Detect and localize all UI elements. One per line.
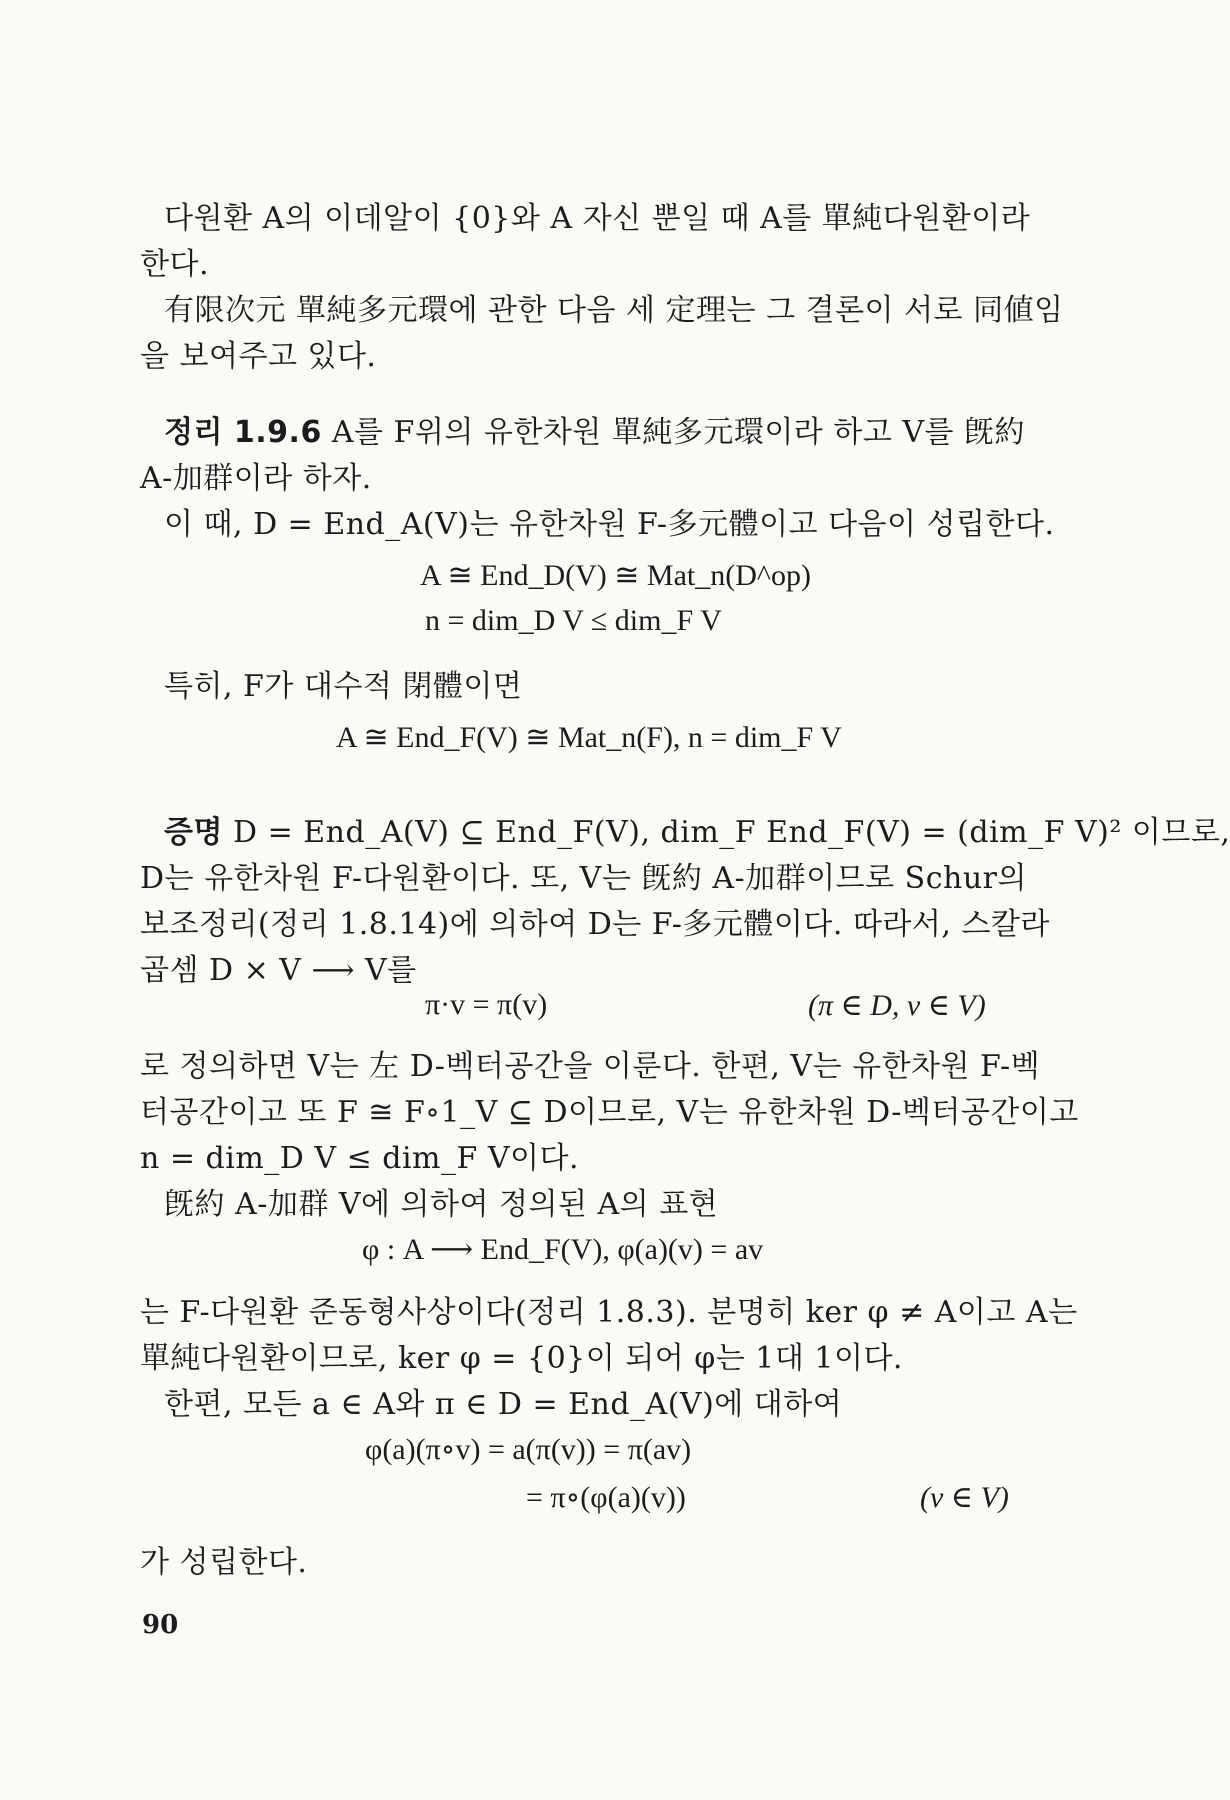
proof-line-1 — [140, 810, 1230, 856]
theorem-line-1-text: A를 F위의 유한차원 單純多元環이라 하고 V를 旣約 — [331, 415, 1025, 450]
intro-paragraph — [140, 196, 1070, 380]
proof-line-7: n = dim_D V ≤ dim_F V이다. — [140, 1141, 579, 1176]
proof-line-11: 한편, 모든 a ∈ A와 π ∈ D = End_A(V)에 대하여 — [164, 1387, 843, 1422]
proof-line-9: 는 F-다원환 준동형사상이다(정리 1.8.3). 분명히 ker φ ≠ A이고 A는 — [140, 1295, 1078, 1330]
theorem-line-3: 이 때, D = End_A(V)는 유한차원 F-多元體이고 다음이 성립한다. — [164, 507, 1055, 542]
intro-line-2: 한다. — [140, 247, 209, 282]
intro-line-1: 다원환 A의 이데알이 {0}와 A 자신 뿐일 때 A를 單純다원환이라 — [164, 201, 1031, 236]
proof-equation-3b: = π∘(φ(a)(v)) — [526, 1481, 686, 1514]
proof-line-12: 가 성립한다. — [140, 1545, 308, 1580]
theorem-line-2: A-加群이라 하자. — [140, 461, 372, 496]
proof-equation-1-condition: (π ∈ D, v ∈ V) — [808, 989, 986, 1022]
proof-line-3: 보조정리(정리 1.8.14)에 의하여 D는 F-多元體이다. 따라서, 스칼라 — [140, 907, 1050, 942]
page-number: 90 — [142, 1610, 179, 1640]
intro-line-3: 有限次元 單純多元環에 관한 다음 세 定理는 그 결론이 서로 同値임 — [164, 293, 1064, 328]
proof-line-4: 곱셈 D × V ⟶ V를 — [140, 953, 417, 988]
theorem-special-case — [140, 664, 1070, 710]
proof-paragraph-2 — [140, 1044, 1079, 1228]
theorem-label: 정리 1.9.6 — [164, 415, 322, 450]
proof-line-2: D는 유한차원 F-다원환이다. 또, V는 旣約 A-加群이므로 Schur의 — [140, 861, 1027, 896]
proof-equation-3a: φ(a)(π∘v) = a(π(v)) = π(av) — [365, 1433, 692, 1466]
proof-paragraph-3 — [140, 1290, 1078, 1428]
theorem-line-4: 특히, F가 대수적 閉體이면 — [164, 669, 523, 704]
theorem-equation-3: A ≅ End_F(V) ≅ Mat_n(F), n = dim_F V — [336, 721, 842, 754]
theorem-equation-2: n = dim_D V ≤ dim_F V — [425, 604, 722, 637]
theorem-equation-1: A ≅ End_D(V) ≅ Mat_n(D^op) — [420, 559, 811, 592]
proof-equation-3b-condition: (v ∈ V) — [920, 1481, 1009, 1514]
proof-line-8: 旣約 A-加群 V에 의하여 정의된 A의 표현 — [164, 1187, 719, 1222]
proof-line-6: 터공간이고 또 F ≅ F∘1_V ⊆ D이므로, V는 유한차원 D-벡터공간이고 — [140, 1095, 1079, 1130]
proof-line-1-text: D = End_A(V) ⊆ End_F(V), dim_F End_F(V) = (dim_F V)² 이므로, — [233, 815, 1230, 850]
proof-line-5: 로 정의하면 V는 左 D-벡터공간을 이룬다. 한편, V는 유한차원 F-벡 — [140, 1049, 1041, 1084]
proof-block — [140, 810, 1230, 994]
proof-equation-1: π·v = π(v) — [425, 988, 548, 1021]
proof-label: 증명 — [164, 815, 223, 850]
intro-line-4: 을 보여주고 있다. — [140, 339, 377, 374]
proof-equation-2: φ : A ⟶ End_F(V), φ(a)(v) = av — [362, 1233, 764, 1266]
theorem-line-1 — [140, 410, 1070, 456]
theorem-block — [140, 410, 1070, 548]
proof-conclusion — [140, 1540, 1070, 1586]
proof-line-10: 單純다원환이므로, ker φ = {0}이 되어 φ는 1대 1이다. — [140, 1341, 903, 1376]
